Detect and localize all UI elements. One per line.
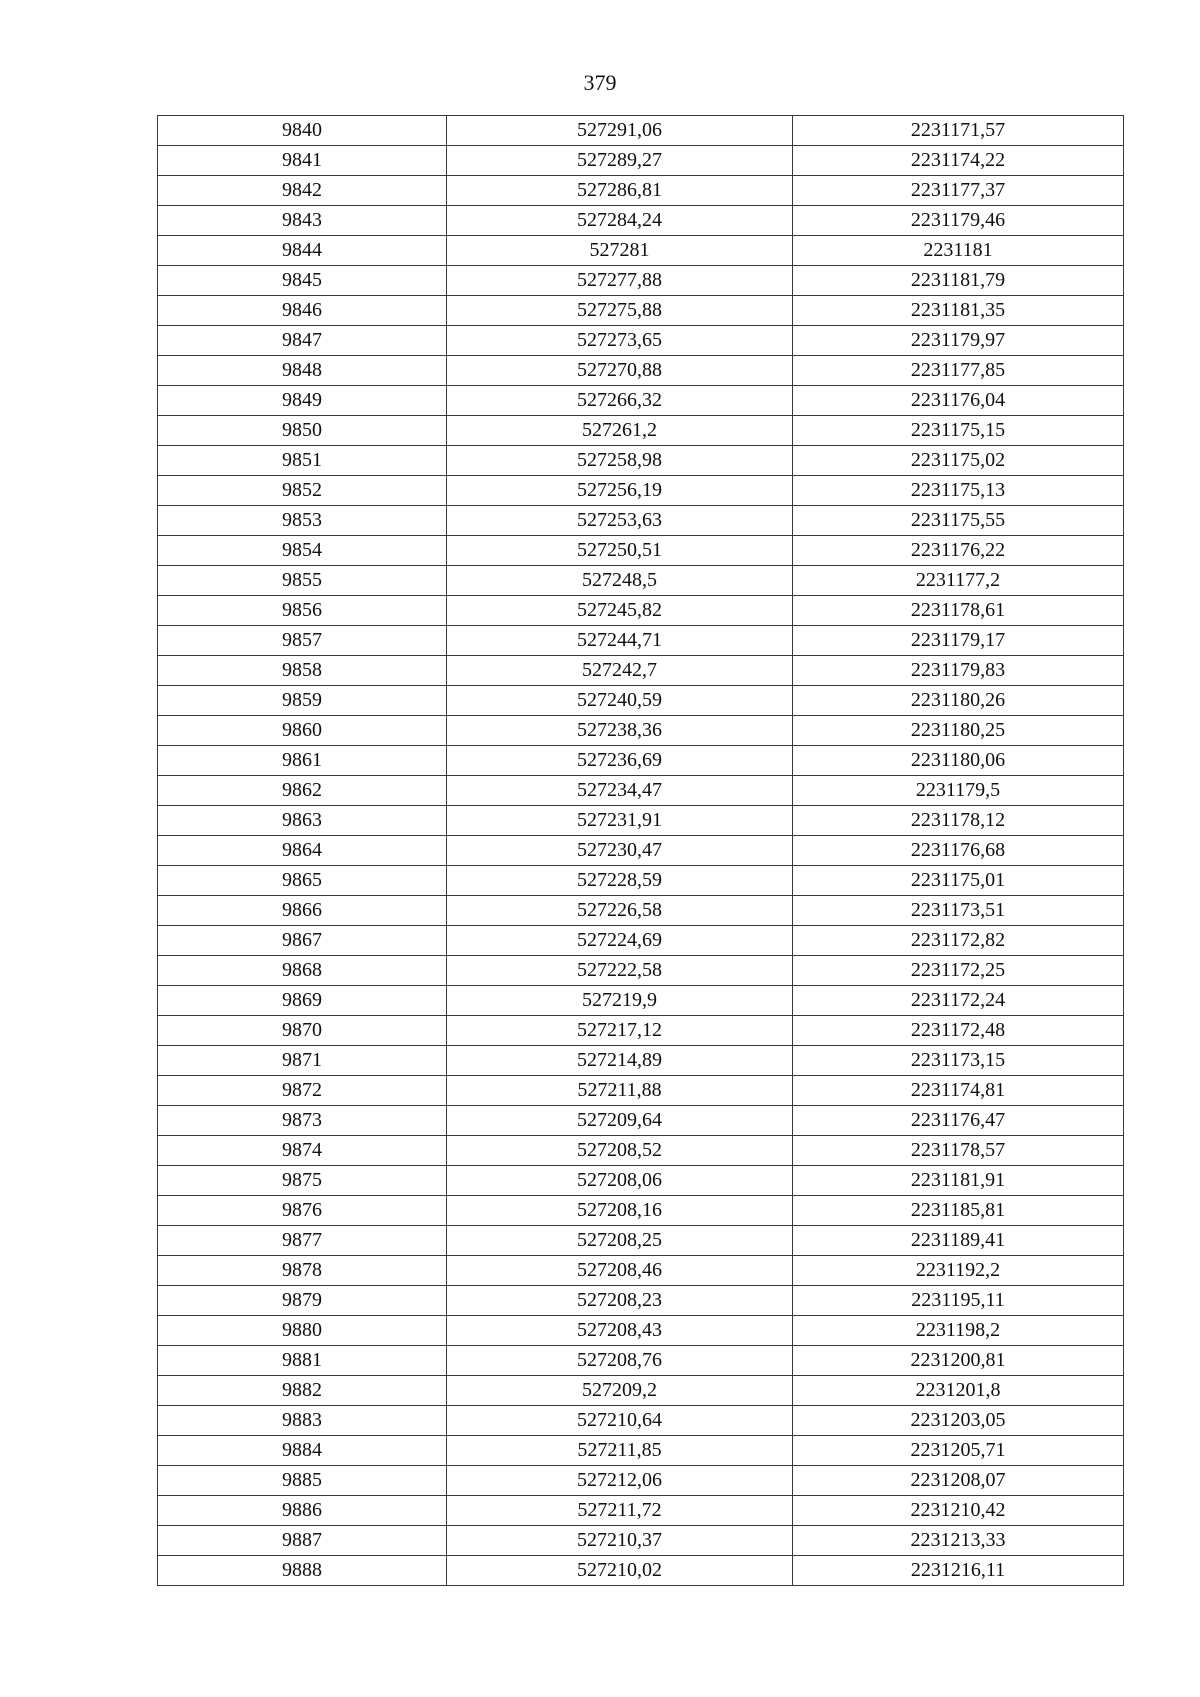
- x-coordinate-cell: 527219,9: [447, 986, 793, 1016]
- y-coordinate-cell: 2231213,33: [793, 1526, 1124, 1556]
- x-coordinate-cell: 527261,2: [447, 416, 793, 446]
- y-coordinate-cell: 2231179,46: [793, 206, 1124, 236]
- table-row: [158, 776, 1124, 806]
- table-row: [158, 146, 1124, 176]
- table-row: [158, 1286, 1124, 1316]
- table-row: [158, 1166, 1124, 1196]
- x-coordinate-cell: 527217,12: [447, 1016, 793, 1046]
- x-coordinate-cell: 527211,72: [447, 1496, 793, 1526]
- y-coordinate-cell: 2231185,81: [793, 1196, 1124, 1226]
- table-row: [158, 1256, 1124, 1286]
- coordinates-table-body: [158, 116, 1124, 1586]
- table-row: [158, 1526, 1124, 1556]
- point-number-cell: 9869: [158, 986, 447, 1016]
- point-number-cell: 9882: [158, 1376, 447, 1406]
- y-coordinate-cell: 2231172,24: [793, 986, 1124, 1016]
- point-number-cell: 9864: [158, 836, 447, 866]
- point-number-cell: 9853: [158, 506, 447, 536]
- point-number-cell: 9881: [158, 1346, 447, 1376]
- point-number-cell: 9866: [158, 896, 447, 926]
- y-coordinate-cell: 2231192,2: [793, 1256, 1124, 1286]
- x-coordinate-cell: 527238,36: [447, 716, 793, 746]
- point-number-cell: 9865: [158, 866, 447, 896]
- x-coordinate-cell: 527253,63: [447, 506, 793, 536]
- point-number-cell: 9878: [158, 1256, 447, 1286]
- y-coordinate-cell: 2231200,81: [793, 1346, 1124, 1376]
- point-number-cell: 9874: [158, 1136, 447, 1166]
- x-coordinate-cell: 527209,64: [447, 1106, 793, 1136]
- y-coordinate-cell: 2231178,12: [793, 806, 1124, 836]
- point-number-cell: 9856: [158, 596, 447, 626]
- table-row: [158, 446, 1124, 476]
- y-coordinate-cell: 2231201,8: [793, 1376, 1124, 1406]
- table-row: [158, 956, 1124, 986]
- y-coordinate-cell: 2231173,51: [793, 896, 1124, 926]
- y-coordinate-cell: 2231175,15: [793, 416, 1124, 446]
- y-coordinate-cell: 2231180,25: [793, 716, 1124, 746]
- point-number-cell: 9845: [158, 266, 447, 296]
- y-coordinate-cell: 2231179,97: [793, 326, 1124, 356]
- point-number-cell: 9872: [158, 1076, 447, 1106]
- x-coordinate-cell: 527208,46: [447, 1256, 793, 1286]
- x-coordinate-cell: 527248,5: [447, 566, 793, 596]
- y-coordinate-cell: 2231173,15: [793, 1046, 1124, 1076]
- y-coordinate-cell: 2231198,2: [793, 1316, 1124, 1346]
- table-row: [158, 1376, 1124, 1406]
- point-number-cell: 9867: [158, 926, 447, 956]
- x-coordinate-cell: 527244,71: [447, 626, 793, 656]
- x-coordinate-cell: 527236,69: [447, 746, 793, 776]
- point-number-cell: 9843: [158, 206, 447, 236]
- table-row: [158, 266, 1124, 296]
- y-coordinate-cell: 2231176,22: [793, 536, 1124, 566]
- y-coordinate-cell: 2231208,07: [793, 1466, 1124, 1496]
- point-number-cell: 9879: [158, 1286, 447, 1316]
- table-row: [158, 296, 1124, 326]
- table-row: [158, 1466, 1124, 1496]
- x-coordinate-cell: 527208,25: [447, 1226, 793, 1256]
- y-coordinate-cell: 2231172,82: [793, 926, 1124, 956]
- x-coordinate-cell: 527209,2: [447, 1376, 793, 1406]
- point-number-cell: 9855: [158, 566, 447, 596]
- y-coordinate-cell: 2231180,26: [793, 686, 1124, 716]
- x-coordinate-cell: 527210,64: [447, 1406, 793, 1436]
- y-coordinate-cell: 2231181: [793, 236, 1124, 266]
- table-row: [158, 1436, 1124, 1466]
- y-coordinate-cell: 2231175,13: [793, 476, 1124, 506]
- y-coordinate-cell: 2231174,81: [793, 1076, 1124, 1106]
- table-row: [158, 356, 1124, 386]
- x-coordinate-cell: 527286,81: [447, 176, 793, 206]
- point-number-cell: 9857: [158, 626, 447, 656]
- y-coordinate-cell: 2231180,06: [793, 746, 1124, 776]
- table-row: [158, 1346, 1124, 1376]
- x-coordinate-cell: 527256,19: [447, 476, 793, 506]
- y-coordinate-cell: 2231178,61: [793, 596, 1124, 626]
- table-row: [158, 1226, 1124, 1256]
- x-coordinate-cell: 527228,59: [447, 866, 793, 896]
- point-number-cell: 9887: [158, 1526, 447, 1556]
- point-number-cell: 9880: [158, 1316, 447, 1346]
- table-row: [158, 326, 1124, 356]
- y-coordinate-cell: 2231179,83: [793, 656, 1124, 686]
- table-row: [158, 1076, 1124, 1106]
- table-row: [158, 896, 1124, 926]
- table-row: [158, 656, 1124, 686]
- table-row: [158, 206, 1124, 236]
- y-coordinate-cell: 2231175,01: [793, 866, 1124, 896]
- x-coordinate-cell: 527208,52: [447, 1136, 793, 1166]
- y-coordinate-cell: 2231210,42: [793, 1496, 1124, 1526]
- x-coordinate-cell: 527234,47: [447, 776, 793, 806]
- table-row: [158, 596, 1124, 626]
- table-row: [158, 416, 1124, 446]
- table-row: [158, 686, 1124, 716]
- x-coordinate-cell: 527214,89: [447, 1046, 793, 1076]
- point-number-cell: 9884: [158, 1436, 447, 1466]
- x-coordinate-cell: 527250,51: [447, 536, 793, 566]
- point-number-cell: 9871: [158, 1046, 447, 1076]
- x-coordinate-cell: 527270,88: [447, 356, 793, 386]
- y-coordinate-cell: 2231203,05: [793, 1406, 1124, 1436]
- x-coordinate-cell: 527208,76: [447, 1346, 793, 1376]
- table-row: [158, 476, 1124, 506]
- point-number-cell: 9841: [158, 146, 447, 176]
- x-coordinate-cell: 527289,27: [447, 146, 793, 176]
- x-coordinate-cell: 527208,23: [447, 1286, 793, 1316]
- y-coordinate-cell: 2231172,48: [793, 1016, 1124, 1046]
- y-coordinate-cell: 2231205,71: [793, 1436, 1124, 1466]
- point-number-cell: 9851: [158, 446, 447, 476]
- y-coordinate-cell: 2231189,41: [793, 1226, 1124, 1256]
- x-coordinate-cell: 527266,32: [447, 386, 793, 416]
- table-row: [158, 926, 1124, 956]
- page-number: 379: [583, 70, 617, 95]
- table-row: [158, 506, 1124, 536]
- x-coordinate-cell: 527284,24: [447, 206, 793, 236]
- y-coordinate-cell: 2231179,5: [793, 776, 1124, 806]
- table-row: [158, 386, 1124, 416]
- point-number-cell: 9883: [158, 1406, 447, 1436]
- x-coordinate-cell: 527211,85: [447, 1436, 793, 1466]
- point-number-cell: 9859: [158, 686, 447, 716]
- x-coordinate-cell: 527211,88: [447, 1076, 793, 1106]
- table-row: [158, 1556, 1124, 1586]
- coordinates-table: [157, 115, 1124, 1586]
- x-coordinate-cell: 527210,02: [447, 1556, 793, 1586]
- y-coordinate-cell: 2231175,02: [793, 446, 1124, 476]
- point-number-cell: 9877: [158, 1226, 447, 1256]
- x-coordinate-cell: 527275,88: [447, 296, 793, 326]
- x-coordinate-cell: 527222,58: [447, 956, 793, 986]
- table-row: [158, 1016, 1124, 1046]
- y-coordinate-cell: 2231177,37: [793, 176, 1124, 206]
- x-coordinate-cell: 527210,37: [447, 1526, 793, 1556]
- y-coordinate-cell: 2231176,68: [793, 836, 1124, 866]
- table-row: [158, 1136, 1124, 1166]
- x-coordinate-cell: 527224,69: [447, 926, 793, 956]
- y-coordinate-cell: 2231181,79: [793, 266, 1124, 296]
- table-row: [158, 566, 1124, 596]
- x-coordinate-cell: 527258,98: [447, 446, 793, 476]
- point-number-cell: 9886: [158, 1496, 447, 1526]
- table-row: [158, 1106, 1124, 1136]
- x-coordinate-cell: 527277,88: [447, 266, 793, 296]
- x-coordinate-cell: 527208,06: [447, 1166, 793, 1196]
- x-coordinate-cell: 527212,06: [447, 1466, 793, 1496]
- point-number-cell: 9860: [158, 716, 447, 746]
- x-coordinate-cell: 527208,43: [447, 1316, 793, 1346]
- point-number-cell: 9863: [158, 806, 447, 836]
- y-coordinate-cell: 2231216,11: [793, 1556, 1124, 1586]
- table-row: [158, 536, 1124, 566]
- y-coordinate-cell: 2231171,57: [793, 116, 1124, 146]
- point-number-cell: 9875: [158, 1166, 447, 1196]
- point-number-cell: 9840: [158, 116, 447, 146]
- x-coordinate-cell: 527245,82: [447, 596, 793, 626]
- y-coordinate-cell: 2231177,2: [793, 566, 1124, 596]
- table-row: [158, 836, 1124, 866]
- table-row: [158, 866, 1124, 896]
- x-coordinate-cell: 527231,91: [447, 806, 793, 836]
- y-coordinate-cell: 2231195,11: [793, 1286, 1124, 1316]
- point-number-cell: 9862: [158, 776, 447, 806]
- point-number-cell: 9842: [158, 176, 447, 206]
- table-row: [158, 1196, 1124, 1226]
- table-row: [158, 1406, 1124, 1436]
- point-number-cell: 9846: [158, 296, 447, 326]
- point-number-cell: 9870: [158, 1016, 447, 1046]
- point-number-cell: 9873: [158, 1106, 447, 1136]
- table-row: [158, 176, 1124, 206]
- table-row: [158, 626, 1124, 656]
- table-row: [158, 1496, 1124, 1526]
- x-coordinate-cell: 527230,47: [447, 836, 793, 866]
- point-number-cell: 9854: [158, 536, 447, 566]
- y-coordinate-cell: 2231177,85: [793, 356, 1124, 386]
- x-coordinate-cell: 527273,65: [447, 326, 793, 356]
- table-row: [158, 1046, 1124, 1076]
- point-number-cell: 9868: [158, 956, 447, 986]
- point-number-cell: 9888: [158, 1556, 447, 1586]
- x-coordinate-cell: 527208,16: [447, 1196, 793, 1226]
- x-coordinate-cell: 527242,7: [447, 656, 793, 686]
- y-coordinate-cell: 2231175,55: [793, 506, 1124, 536]
- x-coordinate-cell: 527226,58: [447, 896, 793, 926]
- point-number-cell: 9852: [158, 476, 447, 506]
- y-coordinate-cell: 2231176,04: [793, 386, 1124, 416]
- table-row: [158, 236, 1124, 266]
- y-coordinate-cell: 2231176,47: [793, 1106, 1124, 1136]
- table-row: [158, 1316, 1124, 1346]
- x-coordinate-cell: 527281: [447, 236, 793, 266]
- point-number-cell: 9861: [158, 746, 447, 776]
- point-number-cell: 9848: [158, 356, 447, 386]
- y-coordinate-cell: 2231181,35: [793, 296, 1124, 326]
- table-row: [158, 806, 1124, 836]
- point-number-cell: 9885: [158, 1466, 447, 1496]
- y-coordinate-cell: 2231181,91: [793, 1166, 1124, 1196]
- point-number-cell: 9876: [158, 1196, 447, 1226]
- point-number-cell: 9850: [158, 416, 447, 446]
- point-number-cell: 9849: [158, 386, 447, 416]
- table-row: [158, 116, 1124, 146]
- y-coordinate-cell: 2231174,22: [793, 146, 1124, 176]
- table-row: [158, 716, 1124, 746]
- y-coordinate-cell: 2231178,57: [793, 1136, 1124, 1166]
- point-number-cell: 9858: [158, 656, 447, 686]
- y-coordinate-cell: 2231172,25: [793, 956, 1124, 986]
- x-coordinate-cell: 527240,59: [447, 686, 793, 716]
- x-coordinate-cell: 527291,06: [447, 116, 793, 146]
- table-row: [158, 986, 1124, 1016]
- point-number-cell: 9847: [158, 326, 447, 356]
- y-coordinate-cell: 2231179,17: [793, 626, 1124, 656]
- point-number-cell: 9844: [158, 236, 447, 266]
- table-row: [158, 746, 1124, 776]
